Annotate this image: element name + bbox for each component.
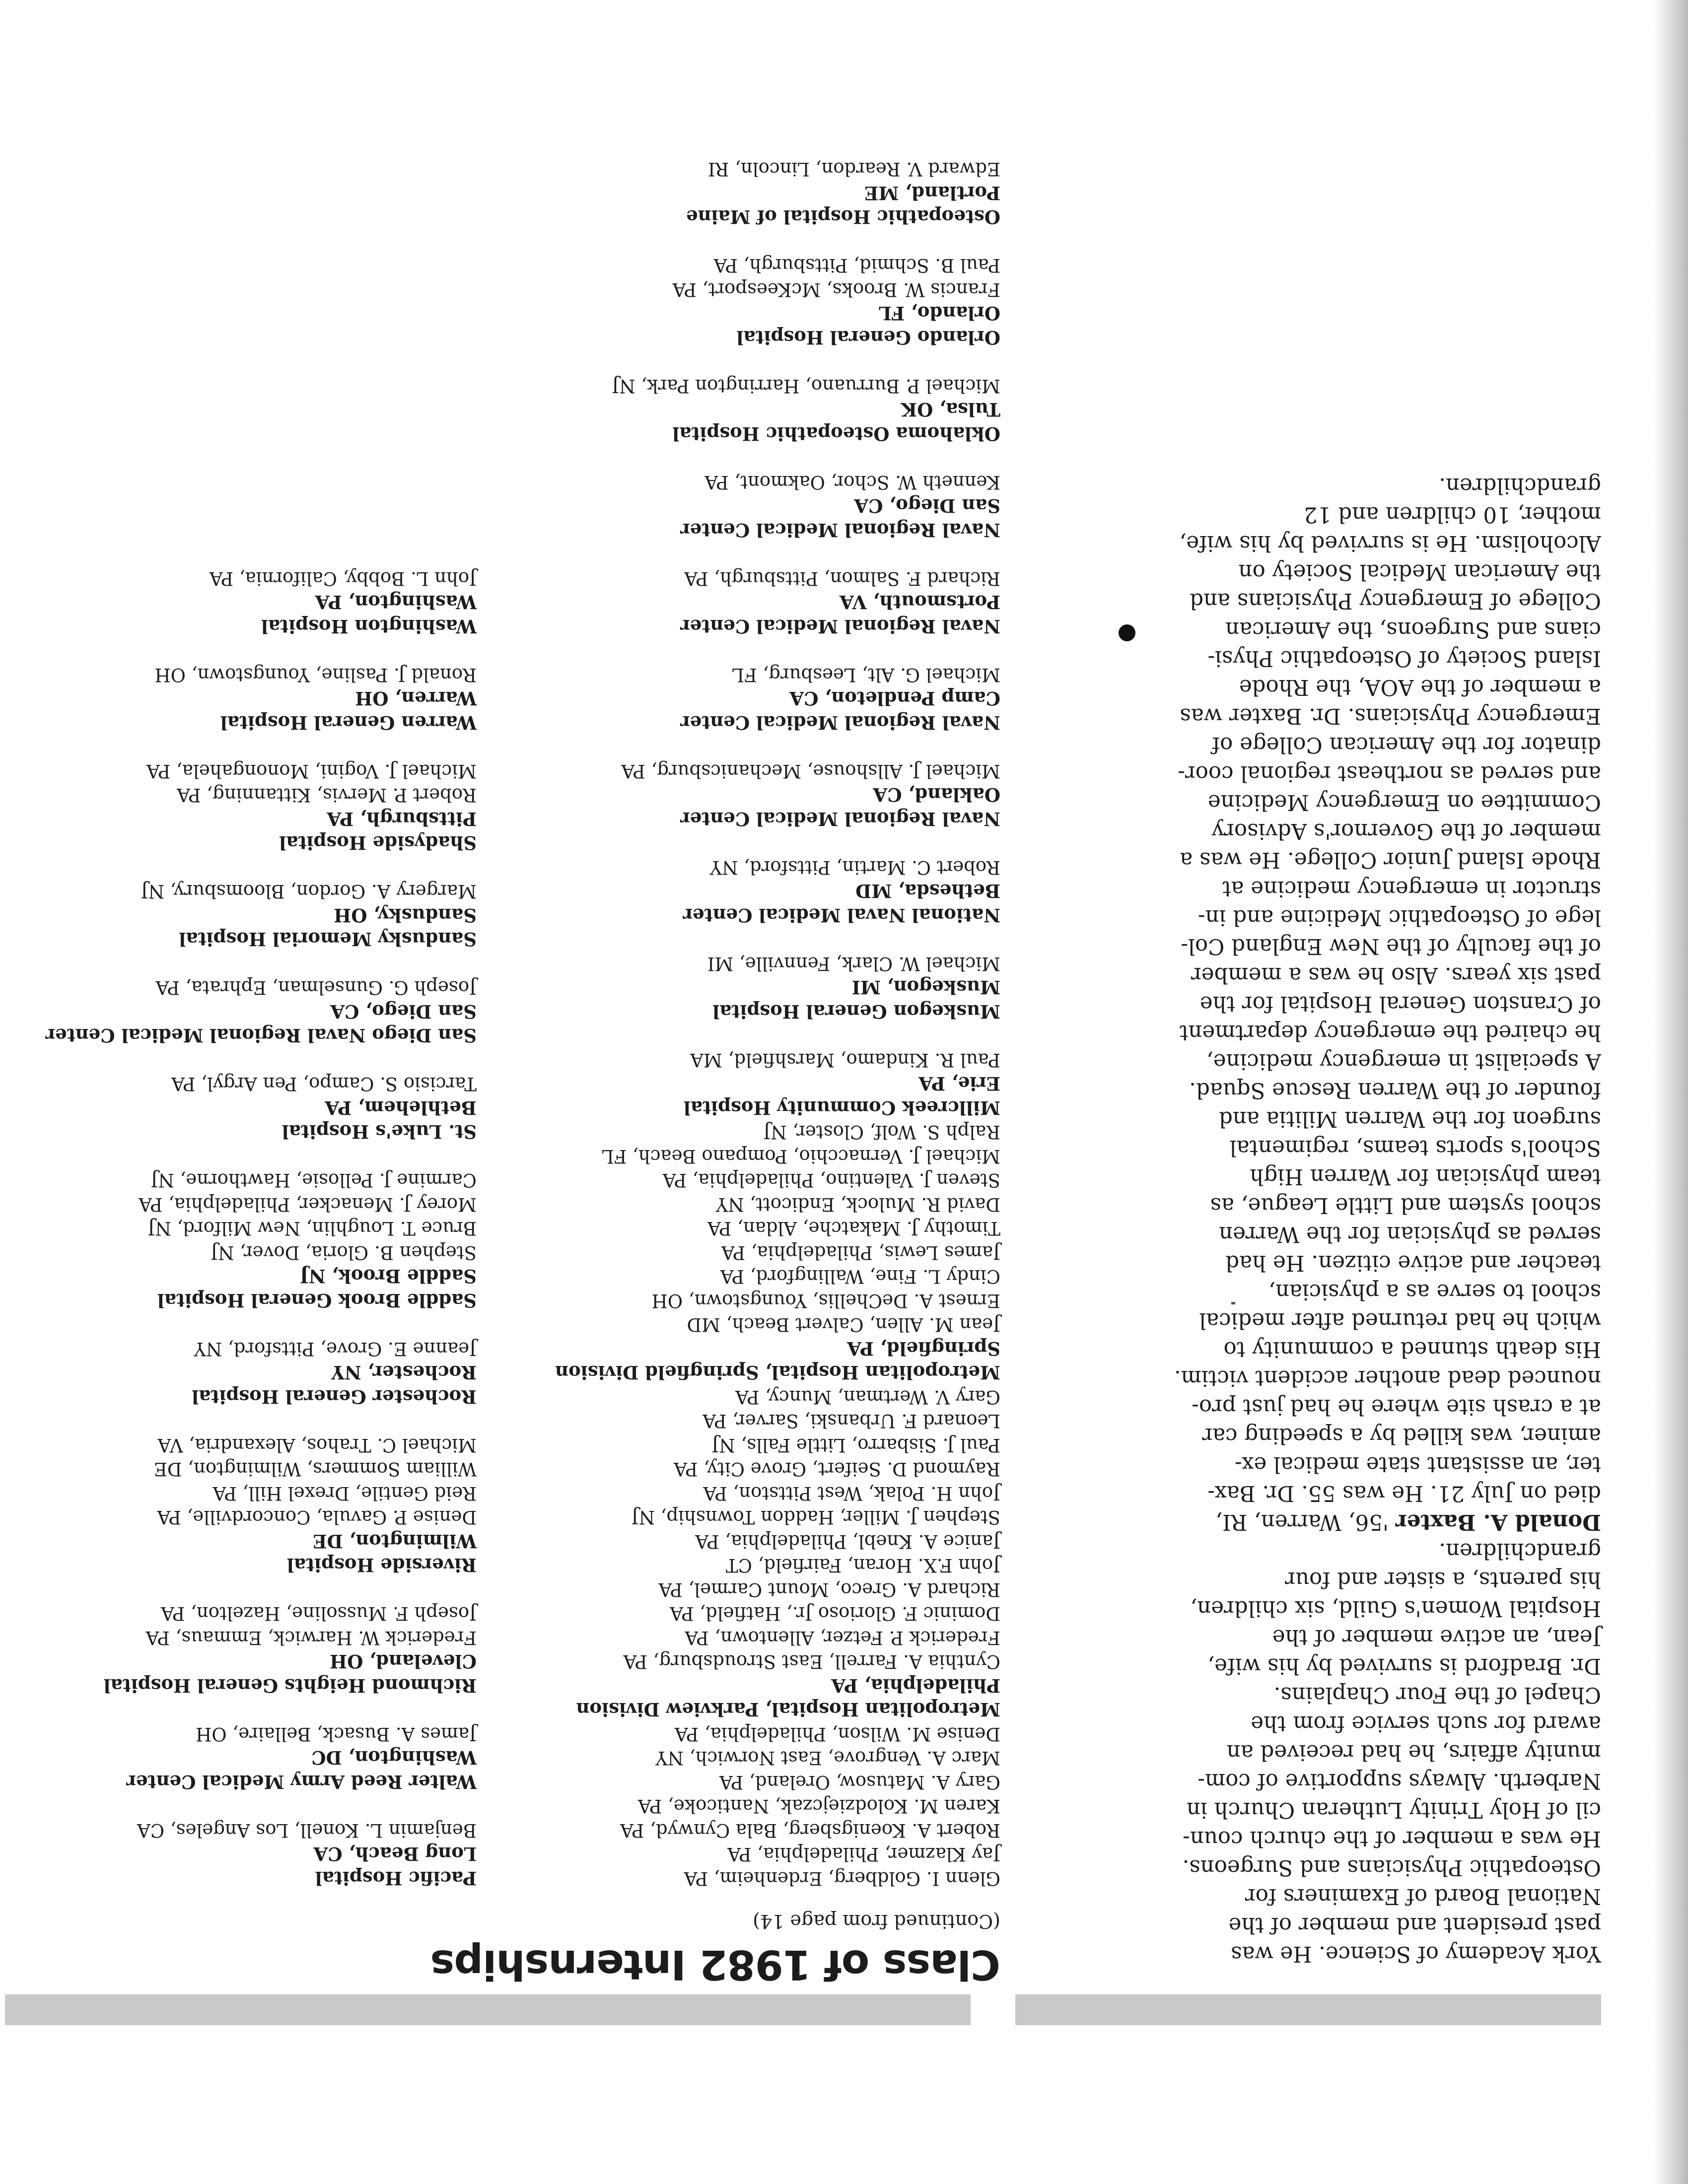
intern-entry: Karen M. Kolodziejczak, Nanticoke, PA: [638, 1795, 1000, 1817]
intern-entry: Carmine J. Pellosie, Hawthorne, NJ: [150, 1169, 477, 1191]
intern-entry: Michael G. Alt, Leesburg, FL: [732, 664, 1000, 685]
hospital-heading: San Diego Naval Regional Medical Center: [45, 1024, 477, 1047]
hospital-heading: Metropolitan Hospital, Springfield Division: [555, 1362, 1000, 1384]
intern-entry: Gary A. Matusow, Oreland, PA: [719, 1772, 1000, 1793]
intern-entry: Francis W. Brooks, McKeesport, PA: [672, 279, 1000, 300]
obituary-column: [1005, 471, 1601, 1968]
intern-entry: Michael C. Trahos, Alexandria, VA: [157, 1434, 477, 1456]
end-of-article-bullet: [1119, 624, 1135, 641]
obituary-paragraph: [1005, 1076, 1601, 1536]
hospital-heading: Oakland, CA: [873, 784, 1000, 806]
intern-entry: Margery A. Gordon, Bloomsbury, NJ: [141, 881, 477, 902]
hospital-heading: Shadyside Hospital: [279, 832, 477, 854]
list-spacer: [494, 229, 1000, 254]
hospital-heading: Tulsa, OK: [901, 399, 1000, 421]
hospital-heading: Bethesda, MD: [855, 880, 1000, 902]
list-spacer: [0, 1698, 477, 1722]
hospital-heading: Muskegon, MI: [851, 976, 1000, 999]
hospital-heading: Rochester General Hospital: [192, 1386, 477, 1408]
intern-entry: Robert P. Mervis, Kittanning, PA: [177, 784, 477, 806]
obituary-paragraph: York Academy of Science. He was past president and member of the National Board of Examiners for Osteopathic Physicians and Surgeons. He was a member of the church coun- cil of Holy Trinity Lutheran Church in Narberth. Always supportive of com- munity affairs, he had received an award for such service from the Chapel of the Four Chaplains.: [1182, 1682, 1601, 1966]
intern-entry: Janice A. Knebl, Philadelphia, PA: [695, 1531, 1000, 1552]
intern-entry: John L. Bobby, California, PA: [209, 568, 477, 589]
list-spacer: [494, 927, 1000, 952]
hospital-heading: Portsmouth, VA: [840, 591, 1000, 614]
intern-entry: Stephen B. Gloria, Dover, NJ: [211, 1242, 477, 1263]
hospital-heading: St. Luke's Hospital: [281, 1121, 477, 1143]
list-spacer: [0, 855, 477, 880]
hospital-heading: Pacific Hospital: [315, 1867, 477, 1889]
intern-entry: Paul R. Kindamo, Marshfield, MA: [690, 1049, 1000, 1071]
intern-entry: Gary V. Wertman, Muncy, PA: [735, 1386, 1000, 1408]
list-spacer: [494, 831, 1000, 855]
intern-entry: Jean M. Allen, Calvert Beach, MD: [687, 1314, 1000, 1336]
intern-entry: Tarcisio S. Campo, Pen Argyl, PA: [171, 1073, 477, 1095]
intern-entry: Denise M. Wilson, Philadelphia, PA: [675, 1723, 1000, 1745]
hospital-heading: Orlando, FL: [878, 302, 1000, 325]
intern-entry: Frederick P. Fetzer, Allentown, PA: [685, 1627, 1000, 1648]
hospital-heading: Wilmington, DE: [313, 1530, 477, 1552]
hospital-heading: Portland, ME: [864, 182, 1000, 204]
page-binding-edge: [1653, 0, 1688, 2184]
intern-entry: James Lewis, Philadelphia, PA: [721, 1242, 1000, 1263]
intern-entry: Michael J. Vernacchio, Pompano Beach, FL: [602, 1146, 1000, 1167]
hospital-heading: Orlando General Hospital: [736, 327, 1000, 348]
internship-list-right: [0, 566, 477, 1891]
list-spacer: [0, 1048, 477, 1072]
hospital-heading: Warren, OH: [355, 687, 477, 710]
intern-entry: Reid Gentile, Drexel Hill, PA: [212, 1483, 477, 1504]
hospital-heading: Washington, PA: [315, 591, 477, 614]
intern-entry: Dominic F. Glorioso Jr., Hatfield, PA: [670, 1603, 1000, 1625]
intern-entry: Michael P. Burruano, Harrington Park, NJ: [612, 375, 1000, 397]
intern-entry: Morey J. Menacker, Philadelphia, PA: [139, 1194, 477, 1215]
hospital-heading: Richmond Heights General Hospital: [103, 1675, 477, 1697]
hospital-heading: Philadelphia, PA: [831, 1675, 1000, 1697]
hospital-heading: Millcreek Community Hospital: [683, 1097, 1000, 1119]
intern-entry: Jay Klazmer, Philadelphia, PA: [727, 1843, 1000, 1865]
scan-speck: [1231, 1302, 1235, 1304]
hospital-heading: Naval Regional Medical Center: [680, 615, 1000, 637]
list-spacer: [494, 735, 1000, 759]
hospital-heading: National Naval Medical Center: [683, 904, 1000, 926]
header-rule-left: [1015, 1994, 1601, 2025]
intern-entry: Edward V. Reardon, Lincoln, RI: [707, 158, 1000, 180]
hospital-heading: Walter Reed Army Medical Center: [126, 1771, 477, 1793]
intern-entry: John F.X. Horan, Fairfield, CT: [725, 1555, 1000, 1576]
hospital-heading: Cleveland, OH: [330, 1650, 477, 1673]
intern-entry: Steven J. Valentino, Philadelphia, PA: [662, 1169, 1000, 1191]
intern-entry: Jeanne E. Grove, Pittsford, NY: [194, 1338, 477, 1360]
list-spacer: [494, 1024, 1000, 1048]
hospital-heading: Warren General Hospital: [220, 712, 477, 734]
hospital-heading: Washington, DC: [311, 1747, 477, 1769]
hospital-heading: Oklahoma Osteopathic Hospital: [672, 423, 1000, 445]
intern-entry: Stephen J. Miller, Haddon Township, NJ: [631, 1506, 1000, 1528]
intern-entry: Ernest A. DeChellis, Youngstown, OH: [651, 1290, 1000, 1311]
hospital-heading: Rochester, NY: [331, 1362, 477, 1384]
intern-entry: Denise P. Gavula, Concordville, PA: [157, 1506, 477, 1528]
intern-entry: John H. Polak, West Pittston, PA: [703, 1483, 1000, 1504]
intern-entry: Robert C. Martin, Pittsford, NY: [709, 857, 1000, 878]
intern-entry: Bruce T. Loughlin, New Milford, NJ: [147, 1218, 477, 1239]
intern-entry: Joseph F. Mussoline, Hazelton, PA: [161, 1603, 477, 1625]
hospital-heading: Saddle Brook, NJ: [300, 1265, 477, 1288]
header-rule-right: [5, 1994, 971, 2025]
title-block: [405, 1910, 1000, 1988]
intern-entry: Frederick W. Harwick, Emmaus, PA: [145, 1627, 477, 1648]
intern-entry: James A. Busack, Bellaire, OH: [196, 1723, 477, 1745]
hospital-heading: Naval Regional Medical Center: [680, 519, 1000, 541]
intern-entry: Michael W. Clark, Fennville, MI: [707, 953, 1000, 974]
hospital-heading: Naval Regional Medical Center: [680, 808, 1000, 830]
obituary-text: '56, Warren, RI, died on July 21. He was 55. Dr. Bax- ter, an assistant state medical ex- aminer, was killed by a speeding car at a crash site where he had just pro- nounced dead another accident victim. His death stunned a community to which he had returned after medical school to serve as a physician, teacher and active citizen. He had served as physician for the Warren school system and Little League, as team physician for Warren High School's sports teams, regimental surgeon for the Warren Militia and founder of the Warren Rescue Squad.: [1174, 1078, 1601, 1534]
hospital-heading: Saddle Brook General Hospital: [157, 1290, 477, 1311]
hospital-heading: Muskegon General Hospital: [712, 1001, 1000, 1023]
list-spacer: [494, 349, 1000, 374]
hospital-heading: Camp Pendleton, CA: [789, 687, 1000, 710]
hospital-heading: Washington Hospital: [261, 615, 477, 637]
list-spacer: [0, 1144, 477, 1168]
hospital-heading: Erie, PA: [918, 1073, 1000, 1095]
intern-entry: Joseph G. Gunselman, Ephrata, PA: [155, 977, 477, 999]
intern-entry: Michael J. Allshouse, Mechanicsburg, PA: [621, 760, 1000, 782]
hospital-heading: Metropolitan Hospital, Parkview Division: [576, 1699, 1000, 1721]
intern-entry: Kenneth W. Schor, Oakmont, PA: [704, 472, 1000, 493]
hospital-heading: Osteopathic Hospital of Maine: [686, 206, 1000, 228]
intern-entry: David R. Mulock, Endicott, NY: [715, 1194, 1000, 1215]
internship-list-middle: [494, 157, 1000, 1890]
list-spacer: [494, 638, 1000, 663]
intern-entry: Cynthia A. Farrell, East Stroudsburg, PA: [623, 1651, 1000, 1673]
continued-note: (Continued from page 14): [753, 1911, 1000, 1932]
intern-entry: Glenn I. Goldberg, Erdenheim, PA: [684, 1868, 1000, 1889]
hospital-heading: San Diego, CA: [854, 495, 1000, 517]
list-spacer: [0, 638, 477, 663]
intern-entry: Timothy J. Makatche, Aldan, PA: [707, 1218, 1000, 1239]
hospital-heading: San Diego, CA: [330, 1001, 477, 1023]
intern-entry: Marc A. Vengrove, East Norwich, NY: [655, 1747, 1000, 1769]
hospital-heading: Sandusky Memorial Hospital: [179, 928, 477, 951]
intern-entry: Paul B. Schmid, Pittsburgh, PA: [713, 255, 1000, 276]
list-spacer: [0, 735, 477, 759]
list-spacer: [0, 1794, 477, 1818]
intern-entry: Michael J. Vogini, Monongahela, PA: [146, 760, 477, 782]
list-spacer: [0, 1577, 477, 1602]
intern-entry: Paul J. Sisbarro, Little Falls, NJ: [711, 1434, 1000, 1456]
hospital-heading: Long Beach, CA: [313, 1843, 477, 1865]
intern-entry: Ronald J. Pasline, Youngstown, OH: [154, 664, 477, 685]
intern-entry: Robert A. Koenigsberg, Bala Cynwyd, PA: [620, 1820, 1000, 1841]
list-spacer: [0, 952, 477, 976]
intern-entry: Ralph S. Wolf, Closter, NJ: [763, 1121, 1000, 1143]
hospital-heading: Sandusky, OH: [334, 904, 477, 926]
list-spacer: [0, 1409, 477, 1433]
hospital-heading: Springfield, PA: [847, 1338, 1000, 1360]
hospital-heading: Riverside Hospital: [286, 1554, 477, 1576]
intern-entry: Richard F. Salmon, Pittsburgh, PA: [684, 568, 1000, 589]
list-spacer: [0, 1312, 477, 1337]
obituary-paragraph: Dr. Bradford is survived by his wife, Jean, an active member of the Hospital Women's Guild, six children, his parents, a sister and four grandchildren.: [1190, 1538, 1601, 1678]
intern-entry: Benjamin L. Konell, Los Angeles, CA: [137, 1820, 477, 1841]
hospital-heading: Bethlehem, PA: [325, 1097, 477, 1119]
intern-entry: Raymond D. Seifert, Grove City, PA: [674, 1458, 1000, 1480]
obituary-name: Donald A. Baxter: [1395, 1509, 1601, 1535]
hospital-heading: Naval Regional Medical Center: [680, 712, 1000, 734]
list-spacer: [494, 446, 1000, 470]
intern-entry: Leonard F. Urbanski, Sarver, PA: [703, 1410, 1000, 1432]
intern-entry: William Sommers, Wilmington, DE: [153, 1458, 477, 1480]
intern-entry: Cindy L. Fine, Wallingford, PA: [720, 1266, 1000, 1288]
page-title: Class of 1982 Internships: [430, 1941, 1000, 1988]
obituary-paragraph: A specialist in emergency medicine, he chaired the emergency department of Cranston General Hospital for the past six years. Also he was a member of the faculty of the New England Col- lege of Osteopathic Medicine and in- structor in emergency medicine at Rhode Island Junior College. He was a member of the Governor's Advisory Committee on Emergency Medicine and served as northeast regional coor- dinator for the American College of Emergency Physicians. Dr. Baxter was a member of the AOA, the Rhode Island Society of Osteopathic Physi- cians and Surgeons, the American College of Emergency Physicians and the American Medical Society on Alcoholism. He is survived by his wife, mother, 10 children and 12 grandchildren.: [1178, 473, 1601, 1074]
hospital-heading: Pittsburgh, PA: [327, 808, 477, 830]
intern-entry: Richard A. Greco, Mount Carmel, PA: [658, 1579, 1000, 1600]
list-spacer: [494, 542, 1000, 566]
